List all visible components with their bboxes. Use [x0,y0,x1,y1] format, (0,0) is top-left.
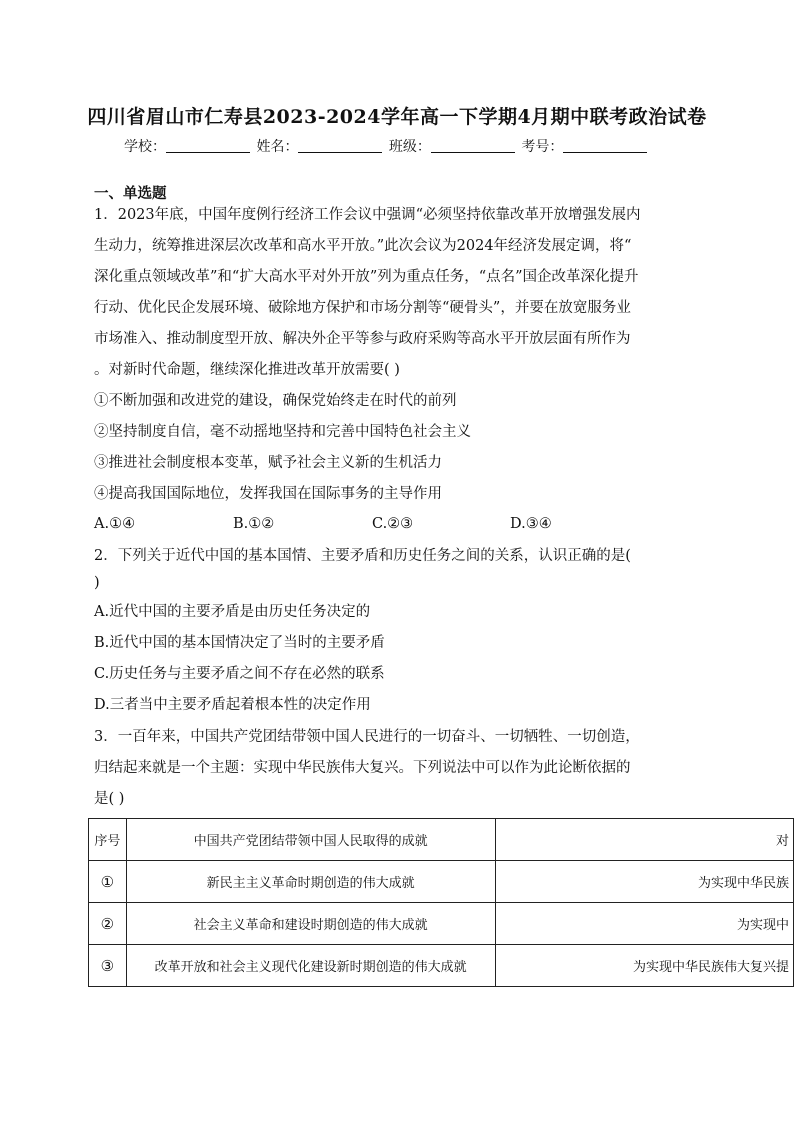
q1-option-c[interactable]: C.②③ [372,516,414,532]
table-cell: 新民主主义革命时期创造的伟大成就 [126,861,495,903]
q3-line: 是( ) [94,791,125,807]
table-cell: ③ [89,945,127,987]
table-row [89,945,794,987]
q1-statement: ①不断加强和改进党的建设，确保党始终走在时代的前列 [94,393,457,409]
q2-option-b[interactable]: B.近代中国的基本国情决定了当时的主要矛盾 [94,635,385,651]
q1-line: 生动力，统筹推进深层次改革和高水平开放。”此次会议为2024年经济发展定调，将“ [94,238,632,254]
q1-option-b[interactable]: B.①② [233,516,275,532]
q1-line: 市场准入、推动制度型开放、解决外企平等参与政府采购等高水平开放层面有所作为 [94,331,631,347]
name-label: 姓名： [256,139,299,155]
q1-option-d[interactable]: D.③④ [510,516,552,532]
q2-option-a[interactable]: A.近代中国的主要矛盾是由历史任务决定的 [94,604,371,620]
q2-option-d[interactable]: D.三者当中主要矛盾起着根本性的决定作用 [94,697,371,713]
table-cell: 社会主义革命和建设时期创造的伟大成就 [126,903,495,945]
section-title: 一、单选题 [94,185,167,202]
table-cell: 为实现中华民族 [495,861,793,903]
q1-line: 。对新时代命题，继续深化推进改革开放需要( ) [94,362,400,378]
q1-line: 1．2023年底，中国年度例行经济工作会议中强调“必须坚持依靠改革开放增强发展内 [94,207,641,223]
q1-statement: ③推进社会制度根本变革，赋予社会主义新的生机活力 [94,455,442,471]
q3-line: 3．一百年来，中国共产党团结带领中国人民进行的一切奋斗、一切牺牲、一切创造， [94,729,640,745]
number-label: 考号： [521,139,564,155]
table-row [89,861,794,903]
table-header-cell: 序号 [89,819,127,861]
page-title: 四川省眉山市仁寿县2023-2024学年高一下学期4月期中联考政治试卷 [87,106,707,128]
q1-option-a[interactable]: A.①④ [94,516,136,532]
school-label: 学校： [124,139,166,155]
q2-line: 2．下列关于近代中国的基本国情、主要矛盾和历史任务之间的关系，认识正确的是( [94,548,631,564]
class-label: 班级： [388,139,431,155]
q1-line: 深化重点领域改革”和“扩大高水平对外开放”列为重点任务，“点名”国企改革深化提升 [94,269,639,285]
q1-statement: ②坚持制度自信，毫不动摇地坚持和完善中国特色社会主义 [94,424,471,440]
q1-line: 行动、优化民企发展环境、破除地方保护和市场分割等“硬骨头”，并要在放宽服务业 [94,300,631,316]
q2-line: ) [94,575,100,591]
table-cell: 为实现中华民族伟大复兴提 [495,945,793,987]
q3-table [88,818,794,987]
table-cell: ① [89,861,127,903]
table-cell: 改革开放和社会主义现代化建设新时期创造的伟大成就 [126,945,495,987]
table-header-row [89,819,794,861]
table-header-cell: 中国共产党团结带领中国人民取得的成就 [126,819,495,861]
q2-option-c[interactable]: C.历史任务与主要矛盾之间不存在必然的联系 [94,666,385,682]
q1-statement: ④提高我国国际地位，发挥我国在国际事务的主导作用 [94,486,442,502]
table-header-cell: 对 [495,819,793,861]
table-cell: 为实现中 [495,903,793,945]
table-row [89,903,794,945]
q3-line: 归结起来就是一个主题：实现中华民族伟大复兴。下列说法中可以作为此论断依据的 [94,760,631,776]
table-cell: ② [89,903,127,945]
